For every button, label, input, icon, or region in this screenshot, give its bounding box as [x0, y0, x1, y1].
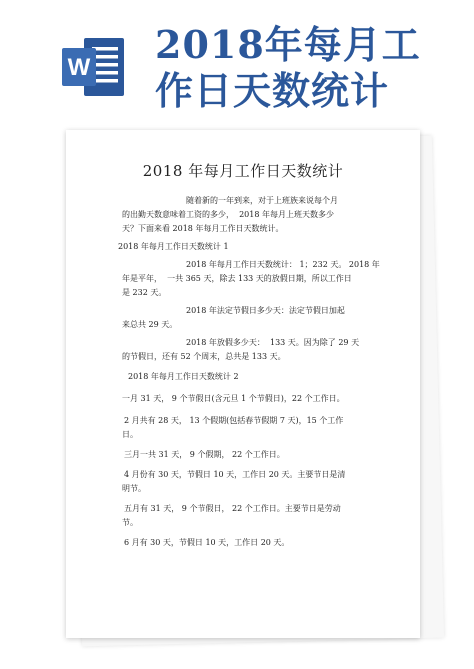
month-april-1: 4 月份有 30 天，节假日 10 天，工作日 20 天。主要节日是清 [124, 470, 346, 479]
word-logo-letter: W [67, 54, 91, 81]
banner-title-line-2: 作日天数统计 [155, 68, 390, 113]
document-page [66, 130, 420, 638]
banner-title [155, 22, 455, 114]
paragraph-intro-1: 随着新的一年到来，对于上班族来说每个月 [186, 196, 338, 205]
paragraph-intro-2: 的出勤天数意味着工资的多少， 2018 年每月上班天数多少 [122, 210, 334, 219]
month-march: 三月一共 31 天， 9 个假期， 22 个工作日。 [124, 450, 285, 459]
section-heading-2: 2018 年每月工作日天数统计 2 [128, 372, 239, 381]
paragraph-holidays-1: 2018 年法定节假日多少天：法定节假日加起 [186, 306, 345, 315]
month-february-2: 日。 [122, 430, 138, 439]
month-april-2: 明节。 [122, 484, 146, 493]
paragraph-holidays-2: 来总共 29 天。 [122, 320, 178, 329]
word-icon [62, 38, 124, 96]
paragraph-days-off-1: 2018 年放假多少天： 133 天。因为除了 29 天 [186, 338, 360, 347]
document-title: 2018 年每月工作日天数统计 [142, 162, 344, 180]
paragraph-workdays-2: 年是平年， 一共 365 天，除去 133 天的放假日期，所以工作日 [122, 274, 352, 283]
paragraph-intro-3: 天？下面来看 2018 年每月工作日天数统计。 [122, 224, 284, 233]
banner-title-line-1: 2018年每月工 [155, 22, 421, 67]
paragraph-workdays-3: 是 232 天。 [122, 288, 167, 297]
month-january: 一月 31 天， 9 个节假日(含元旦 1 个节假日)，22 个工作日。 [122, 394, 345, 403]
paragraph-days-off-2: 的节假日，还有 52 个周末，总共是 133 天。 [122, 352, 286, 361]
month-june: 6 月有 30 天，节假日 10 天，工作日 20 天。 [124, 538, 290, 547]
paragraph-workdays-1: 2018 年每月工作日天数统计： 1；232 天。 2018 年 [186, 260, 380, 269]
month-may-1: 五月有 31 天， 9 个节假日， 22 个工作日。主要节日是劳动 [124, 504, 341, 513]
header-banner [0, 0, 474, 126]
section-heading-1: 2018 年每月工作日天数统计 1 [118, 242, 229, 251]
month-may-2: 节。 [122, 518, 138, 527]
month-february-1: 2 月共有 28 天， 13 个假期(包括春节假期 7 天)，15 个工作 [124, 416, 344, 425]
